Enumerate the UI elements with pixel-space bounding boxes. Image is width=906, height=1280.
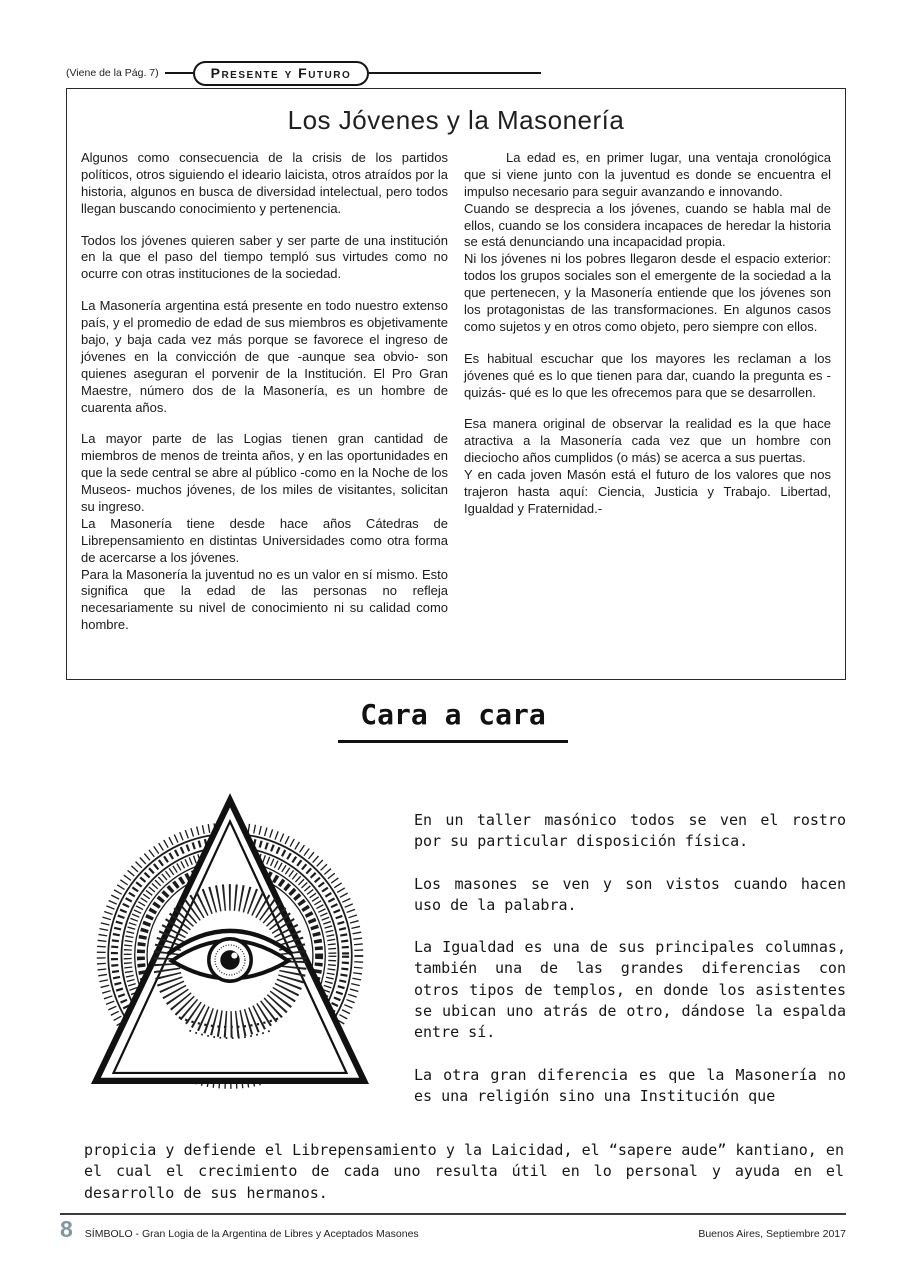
cara-paragraph: La Igualdad es una de sus principales columnas, también una de las grandes diferencias con otros tipos de templos, en donde los asistentes se ubican uno atrás de otro, dándose la espalda entre sí. [414,938,846,1042]
article-paragraph: Para la Masonería la juventud no es un valor en sí mismo. Esto significa que la edad de las personas no refleja necesariamente su nivel de conocimiento ni su calidad como hombre. [81,566,448,633]
article-paragraph: La mayor parte de las Logias tienen gran cantidad de miembros de menos de treinta años, y en las oportunidades en que la sede central se abre al público -como en la Noche de los Museos- muchos jóvenes, de los miles de visitantes, solicitan su ingreso. [81,431,448,515]
page-header [66,60,846,86]
eye-of-providence-icon [80,780,380,1110]
article-paragraph: Ni los jóvenes ni los pobres llegaron desde el espacio exterior: todos los grupos sociales son el emergente de la sociedad a la que pertenecen, y la Masonería entiende que los jóvenes son los protagonistas de las transformaciones. En algunos casos como sujetos y en otros como objeto, pero siempre con ellos. [464,251,831,334]
article-paragraph: Es habitual escuchar que los mayores les reclaman a los jóvenes qué es lo que tienen para dar, cuando la pregunta es -quizás- qué es lo que les ofrecemos para que se desarrollen. [464,350,831,400]
article-paragraph: Cuando se desprecia a los jóvenes, cuando se habla mal de ellos, cuando se los considera incapaces de heredar la historia se está denunciando una incapacidad propia. [464,200,831,250]
article-left-column [81,150,448,634]
cara-heading: Cara a cara [338,698,567,743]
article-columns [81,150,831,634]
article-right-column [464,150,831,634]
article-paragraph: La Masonería tiene desde hace años Cátedras de Librepensamiento en distintas Universidades como otra forma de acercarse a los jóvenes. [81,515,448,565]
article-title: Los Jóvenes y la Masonería [287,105,625,135]
article-paragraph: Y en cada joven Masón está el futuro de los valores que nos trajeron hasta aquí: Ciencia, Justicia y Trabajo. Libertad, Igualdad y Fraternidad.- [464,467,831,516]
badge-rule-right [369,72,541,75]
continuation-note: (Viene de la Pág. 7) [66,67,159,79]
closing-paragraph: propicia y defiende el Librepensamiento y la Laicidad, el “sapere aude” kantiano, en el cual el crecimiento de cada uno resulta útil en lo personal y ayuda en el desarrollo de sus hermanos. [84,1141,844,1202]
cara-section [80,780,846,1128]
article-paragraph: Esa manera original de observar la realidad es la que hace atractiva a la Masonería cada vez que un hombre con dieciocho años cumplidos (o más) se acerca a sus puertas. [464,416,831,466]
badge-rule-left [165,72,193,75]
page-number: 8 [60,1216,73,1242]
cara-heading-wrap [0,698,906,743]
page-footer [60,1213,846,1241]
cara-paragraph: Los masones se ven y son vistos cuando hacen uso de la palabra. [414,874,846,914]
cara-paragraph: La otra gran diferencia es que la Masonería no es una religión sino una Institución que [414,1065,846,1105]
section-badge: Presente y Futuro [193,61,370,86]
footer-issue: Buenos Aires, Septiembre 2017 [698,1228,846,1240]
article-box [66,88,846,680]
cara-text-column [414,810,846,1128]
footer-publication: SÍMBOLO - Gran Logia de la Argentina de Libres y Aceptados Masones [84,1228,419,1240]
cara-paragraph: En un taller masónico todos se ven el rostro por su particular disposición física. [414,811,846,851]
article-paragraph: La Masonería argentina está presente en todo nuestro extenso país, y el promedio de edad de sus miembros es objetivamente bajo, y baja cada vez más porque se favorece el ingreso de jóvenes en la convicción de que -aunque sea obvio- son quienes aseguran el porvenir de la Institución. El Pro Gran Maestre, número dos de la Masonería, es un hombre de cuarenta años. [81,298,448,415]
article-paragraph: Todos los jóvenes quieren saber y ser parte de una institución en la que el paso del tiempo templó sus virtudes como no ocurre con otras instituciones de la sociedad. [81,232,448,282]
article-paragraph: La edad es, en primer lugar, una ventaja cronológica que si viene junto con la juventud es donde se encuentra el impulso necesario para seguir avanzando e innovando. [464,150,831,199]
article-paragraph: Algunos como consecuencia de la crisis de los partidos políticos, otros siguiendo el ideario laicista, otros atraídos por la historia, algunos en busca de diversidad intelectual, pero todos llegan buscando conocimiento y pertenencia. [81,150,448,216]
